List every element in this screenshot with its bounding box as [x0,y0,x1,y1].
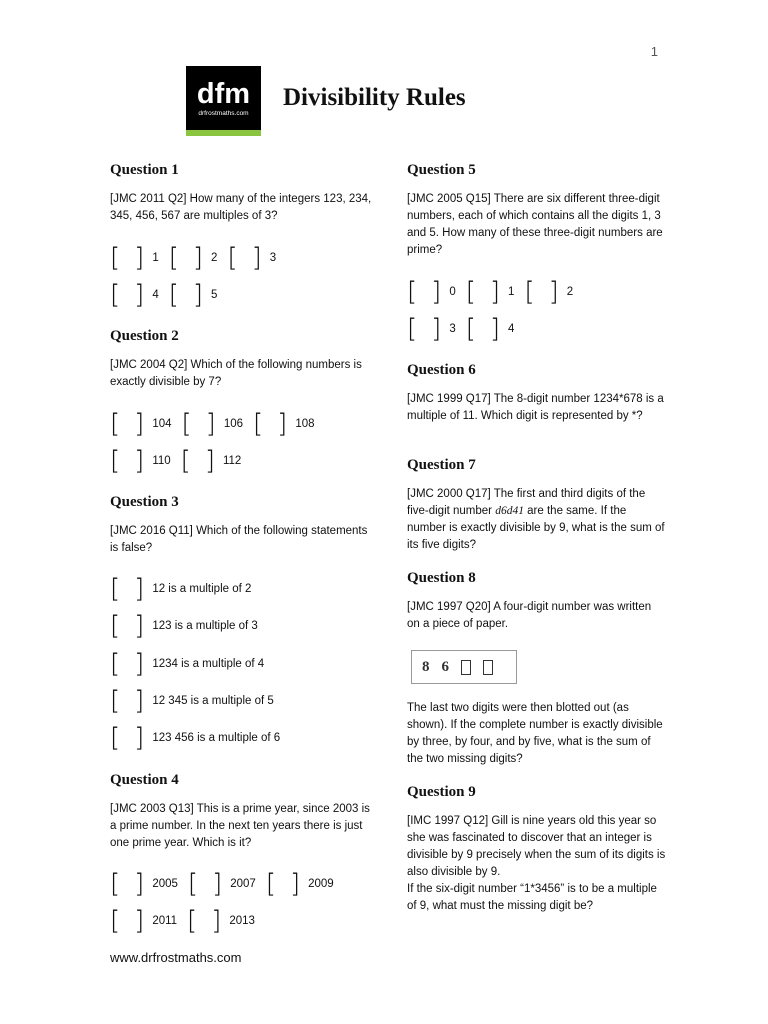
q1-options-row-2 [110,282,227,308]
question-title: Question 7 [407,457,476,473]
question-text: [JMC 2003 Q13] This is a prime year, since 2003 is a prime number. In the next ten years there is just one prime year. Which is it? [110,803,370,849]
question-5 [407,160,667,259]
q3-option-4 [110,688,284,714]
question-text: [JMC 2016 Q11] Which of the following statements is false? [110,525,368,554]
q5-options-row-1 [407,279,583,305]
question-8 [407,568,667,633]
question-1 [110,160,375,225]
q3-option-3 [110,651,274,677]
question-text-continued: If the six-digit number “1*3456” is to be a multiple of 9, what must the missing digit be? [407,883,657,912]
question-text: [JMC 2011 Q2] How many of the integers 123, 234, 345, 456, 567 are multiples of 3? [110,193,372,222]
logo-sub-text: drfrostmaths.com [198,110,249,117]
answer-option[interactable]: [ ] 0 [407,277,456,307]
answer-option[interactable]: [ ] 110 [110,446,171,476]
question-title: Question 4 [110,772,179,788]
question-text: [IMC 1997 Q12] Gill is nine years old this year so she was fascinated to discover that an integer is divisible by 9 precisely when the sum of its digits is also divisible by 9. [407,815,666,878]
answer-option[interactable]: [ ] 4 [110,280,159,310]
answer-option[interactable]: [ ] 123 is a multiple of 3 [110,611,258,641]
digit: 8 [422,658,430,675]
answer-option[interactable]: [ ] 123 456 is a multiple of 6 [110,723,281,753]
q4-options-row-1 [110,871,344,897]
question-title: Question 6 [407,362,476,378]
question-text: [JMC 1999 Q17] The 8-digit number 1234*678 is a multiple of 11. Which digit is represented by *? [407,393,664,422]
question-title: Question 9 [407,784,476,800]
question-title: Question 2 [110,328,179,344]
answer-option[interactable]: [ ] 1234 is a multiple of 4 [110,649,265,679]
question-title: Question 3 [110,494,179,510]
question-text: [JMC 2005 Q15] There are six different three-digit numbers, each of which contains all the digits 1, 3 and 5. How many of these three-digit numbers are prime? [407,193,663,256]
paper-slip [411,650,517,684]
answer-option[interactable]: [ ] 2 [168,243,218,273]
question-text-continued: The last two digits were then blotted out (as shown). If the complete number is exactly divisible by three, by four, and by five, what is the sum of the two missing digits? [407,702,663,765]
answer-option[interactable]: [ ] 1 [110,243,159,273]
answer-option[interactable]: [ ] 108 [253,409,315,439]
question-9 [407,782,667,915]
q3-option-5 [110,725,290,751]
answer-option[interactable]: [ ] 12 is a multiple of 2 [110,574,252,604]
page-title: Divisibility Rules [283,84,466,111]
q2-options-row-2 [110,448,251,474]
q4-options-row-2 [110,908,265,934]
answer-option[interactable]: [ ] 2013 [187,906,255,936]
q3-option-1 [110,576,261,602]
q1-options-row-1 [110,245,286,271]
blotted-digit [461,660,471,675]
question-6 [407,360,667,425]
footer-url[interactable]: www.drfrostmaths.com [110,950,242,965]
answer-option[interactable]: [ ] 2005 [110,869,178,899]
q2-options-row-1 [110,411,325,437]
answer-option[interactable]: [ ] 3 [407,314,456,344]
answer-option[interactable]: [ ] 12 345 is a multiple of 5 [110,686,274,716]
page-number: 1 [650,44,658,59]
question-text: [JMC 1997 Q20] A four-digit number was written on a piece of paper. [407,601,652,630]
question-text: [JMC 2000 Q17] The first and third digits of the five-digit number d6d41 are the same. If the number is exactly divisible by 9, what is the sum of its five digits? [407,488,665,551]
answer-option[interactable]: [ ] 104 [110,409,172,439]
answer-option[interactable]: [ ] 1 [465,277,515,307]
answer-option[interactable]: [ ] 112 [180,446,242,476]
question-title: Question 5 [407,162,476,178]
question-2 [110,326,375,391]
q3-option-2 [110,613,268,639]
answer-option[interactable]: [ ] 4 [465,314,515,344]
logo-main-text: dfm [196,78,251,110]
question-text: [JMC 2004 Q2] Which of the following numbers is exactly divisible by 7? [110,359,362,388]
dfm-logo [186,66,261,136]
question-3 [110,492,375,557]
digit: 6 [441,658,449,675]
question-title: Question 1 [110,162,179,178]
answer-option[interactable]: [ ] 2 [524,277,574,307]
answer-option[interactable]: [ ] 5 [168,280,218,310]
answer-option[interactable]: [ ] 2011 [110,906,178,936]
answer-option[interactable]: [ ] 2009 [265,869,334,899]
answer-option[interactable]: [ ] 106 [181,409,243,439]
question-4 [110,770,375,852]
answer-option[interactable]: [ ] 2007 [187,869,256,899]
answer-option[interactable]: [ ] 3 [227,243,277,273]
q5-options-row-2 [407,316,524,342]
blotted-number-image [411,650,521,686]
question-7 [407,455,667,554]
question-title: Question 8 [407,570,476,586]
blotted-digit [483,660,493,675]
math-variable: d6d41 [495,505,524,517]
